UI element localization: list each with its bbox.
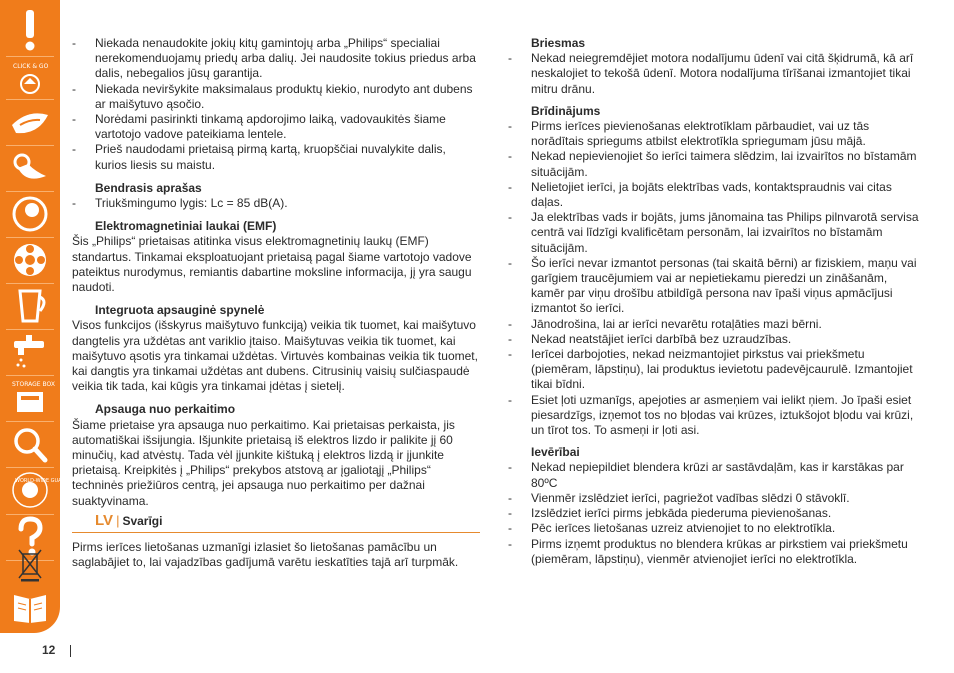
list-item: - Pirms ierīces pievienošanas elektrotīklam pārbaudiet, vai uz tās norādītais spriegums atbilst elektrotīkla spriegumam jūsu mājā.: [508, 119, 920, 149]
section-heading-emf: Elektromagnetiniai laukai (EMF): [95, 219, 277, 234]
left-column: [72, 36, 480, 571]
disposal-bin-icon: [0, 545, 60, 585]
list-item: - Ja elektrības vads ir bojāts, jums jānomaina tas Philips pilnvarotā servisa centrā vai līdzīgi kvalificētam personām, lai izvairītos no bīstamām situācijām.: [508, 210, 920, 256]
list-item: - Nekad nepievienojiet šo ierīci taimera slēdzim, lai izvairītos no bīstamām situācijām.: [508, 149, 920, 179]
section-heading-general: Bendrasis aprašas: [95, 180, 202, 195]
blender-jar-icon: [0, 284, 60, 328]
guarantee-icon: [0, 468, 82, 512]
grater-disc-icon: [0, 238, 60, 282]
section-heading-warning: Brīdinājums: [531, 103, 601, 118]
list-item: - Pēc ierīces lietošanas uzreiz atvienojiet to no elektrotīkla.: [508, 521, 920, 536]
list-item: - Norėdami pasirinkti tinkamą apdorojimo laiką, vadovaukitės šiame vartotojo vadove pateikiama lentele.: [72, 112, 480, 142]
list-item: - Nekad nepiepildiet blendera krūzi ar sastāvdaļām, kas ir karstākas par 80ºC: [508, 460, 920, 490]
paragraph-overheat: Šiame prietaise yra apsauga nuo perkaitimo. Kai prietaisas perkaista, jis automatiškai išsijungia. Išjunkite prietaisą iš elektros lizdo ir palikite jį 60 minučių, kad atvėstų. Tada vėl įjunkite kištuką į elektros lizdą ir įjunkite prietaisą. Kreipkitės į „Philips“ prekybos atstovą ar įgaliotąjį „Philips“ techninės priežiūros centrą, jei apsauga nuo perkaitimo per dažnai suaktyvinama.: [72, 417, 455, 508]
page-number-divider: [70, 645, 71, 657]
page-number: 12: [42, 643, 56, 657]
chopper-icon: [0, 100, 60, 144]
list-item: - Izslēdziet ierīci pirms jebkāda piederuma pievienošanas.: [508, 506, 920, 521]
warning-icon: [0, 4, 60, 56]
paragraph-emf: Šis „Philips“ prietaisas atitinka visus elektromagnetinių laukų (EMF) standartus. Tinkamai eksploatuojant prietaisą pagal šiame vartotojo vadove pateiktus nurodymus, remiantis dabartine moksline informacija, jį yra saugu naudoti.: [72, 234, 472, 295]
list-item: - Jānodrošina, lai ar ierīci nevarētu rotaļāties mazi bērni.: [508, 317, 920, 332]
list-item: - Nelietojiet ierīci, ja bojāts elektrības vads, kontaktspraudnis vai citas daļas.: [508, 180, 920, 210]
list-item: - Prieš naudodami prietaisą pirmą kartą, kruopščiai nuvalykite dalis, kurios liesis su maistu.: [72, 142, 480, 172]
section-heading-safety-lock: Integruota apsauginė spynelė: [95, 303, 265, 318]
section-heading-overheat: Apsauga nuo perkaitimo: [95, 402, 236, 417]
list-item: - Vienmēr izslēdziet ierīci, pagriežot vadības slēdzi 0 stāvoklī.: [508, 491, 920, 506]
language-code: LV: [95, 511, 114, 529]
guarantee-text: WORLD-WIDE GUARANTEE: [15, 478, 82, 484]
language-section-title: Svarīgi: [122, 513, 163, 528]
magnifier-icon: [0, 422, 60, 466]
storage-box-text: STORAGE BOX: [12, 381, 55, 388]
whisk-icon: [0, 192, 60, 236]
right-column: [508, 36, 920, 567]
list-item: - Šo ierīci nevar izmantot personas (tai skaitā bērni) ar fiziskiem, maņu vai garīgiem traucējumiem vai ar nepietiekamu pieredzi un zināšanām, kamēr par viņu drošību atbildīgā persona nav īpaši viņus apmācījusi izmantot šo ierīci.: [508, 256, 920, 317]
list-item: - Nekad neatstājiet ierīci darbībā bez uzraudzības.: [508, 332, 920, 347]
list-item: - Pirms izņemt produktus no blendera krūkas ar pirkstiem vai priekšmetu (piemēram, lāpstiņu), vienmēr atvienojiet ierīci no elektrotīkla.: [508, 537, 920, 567]
list-item: - Niekada nenaudokite jokių kitų gamintojų arba „Philips“ specialiai nerekomenduojamų priedų arba dalių. Jei naudosite tokius priedus arba dalis, nebegalios jūsų garantija.: [72, 36, 480, 82]
section-heading-caution: Ievērībai: [531, 445, 580, 460]
click-and-go-text: CLICK & GO: [13, 63, 49, 70]
list-item: - Niekada neviršykite maksimalaus produktų kiekio, nurodyto ant dubens ar maišytuvo ąsočio.: [72, 82, 480, 112]
heading-separator: |: [116, 512, 120, 528]
sidebar-tabs: [0, 0, 82, 633]
section-heading-danger: Briesmas: [531, 36, 586, 50]
list-item: - Esiet ļoti uzmanīgs, apejoties ar asmeņiem vai ielikt ņiem. Jo īpaši esiet piesardzīgs, izņemot tos no bļodas vai krūzes, iztukšojot bļodu vai krūzi, un tīrot tos. To asmeņi ir ļoti asi.: [508, 393, 920, 439]
recipe-book-icon: [0, 585, 60, 629]
list-item: - Triukšmingumo lygis: Lc = 85 dB(A).: [72, 196, 480, 211]
storage-box-icon: [0, 376, 60, 420]
click-and-go-icon: [0, 58, 60, 98]
list-item: - Nekad neiegremdējiet motora nodalījumu ūdenī vai citā šķidrumā, kā arī neskalojiet to tekošā ūdenī. Motora nodalījuma tīrīšanai izmantojiet tikai mitru drānu.: [508, 51, 920, 97]
list-item: - Ierīcei darbojoties, nekad neizmantojiet pirkstus vai priekšmetu (piemēram, lāpstiņu), lai produktus ievietotu padevējcaurulē. Izmantojiet tikai bīdni.: [508, 347, 920, 393]
blade-icon: [0, 146, 60, 190]
paragraph-lv-intro: Pirms ierīces lietošanas uzmanīgi izlasiet šo lietošanas pamācību un saglabājiet to, lai vajadzības gadījumā varētu ieskatīties tajā arī turpmāk.: [72, 540, 459, 570]
paragraph-safety-lock: Visos funkcijos (išskyrus maišytuvo funkciją) veikia tik tuomet, kai maišytuvo dangtelis yra uždėtas ant variklio įtaiso. Maišytuvas veikia tik tuomet, kai maišytuvo ąsotis yra tinkamai uždėtas. Virtuvės kombainas veikia tik tuomet, kai dangtis yra tinkamai uždėtas ant dubens. Citrusinių vaisių sulčiaspaudė veikia tik tada, kai kūgis yra tinkamai įdėtas į sietelį.: [72, 318, 478, 394]
language-section-heading: [72, 513, 480, 533]
tap-cleaning-icon: [0, 330, 60, 374]
